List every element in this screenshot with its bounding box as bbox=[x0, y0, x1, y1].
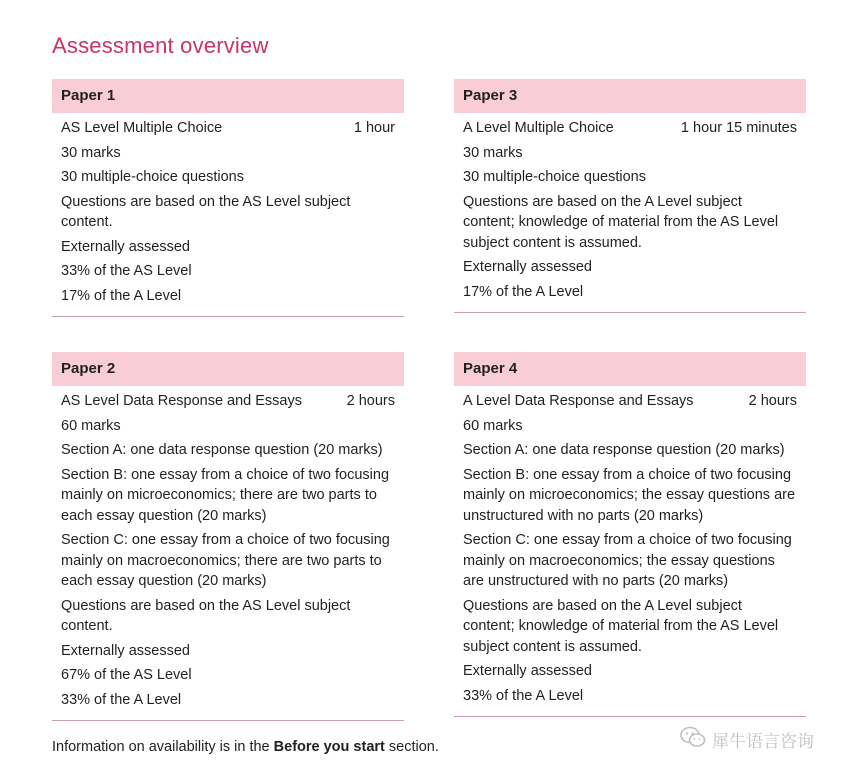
paper-detail: 33% of the A Level bbox=[61, 691, 182, 708]
wechat-icon bbox=[680, 726, 706, 753]
paper-heading: Paper 3 bbox=[454, 79, 806, 113]
paper-detail: 60 marks bbox=[463, 417, 523, 434]
paper-detail: Questions are based on the AS Level subject content. bbox=[61, 597, 351, 634]
paper-detail: 17% of the A Level bbox=[463, 283, 584, 300]
paper-detail: Questions are based on the A Level subject content; knowledge of material from the AS Level subject content is assumed. bbox=[463, 193, 779, 251]
paper-duration: 2 hours bbox=[748, 393, 797, 409]
paper-detail: Externally assessed bbox=[463, 663, 592, 679]
paper-detail: Questions are based on the A Level subject content; knowledge of material from the AS Level subject content is assumed. bbox=[463, 597, 779, 655]
paper-duration: 1 hour 15 minutes bbox=[680, 120, 797, 136]
paper-detail: Externally assessed bbox=[463, 259, 592, 275]
paper-heading: Paper 1 bbox=[52, 79, 404, 113]
paper-card bbox=[454, 352, 806, 717]
paper-detail: Section A: one data response question (20 marks) bbox=[61, 442, 383, 458]
paper-detail: Externally assessed bbox=[61, 642, 190, 659]
paper-card bbox=[52, 79, 404, 317]
paper-detail: Section A: one data response question (20 marks) bbox=[463, 442, 785, 458]
paper-detail: 30 multiple-choice questions bbox=[463, 169, 646, 185]
watermark-text: 犀牛语言咨询 bbox=[712, 732, 814, 751]
paper-detail: Section C: one essay from a choice of two focusing mainly on macroeconomics; there are two parts to each essay question (20 marks) bbox=[61, 532, 390, 589]
page-title: Assessment overview bbox=[52, 33, 269, 58]
paper-card bbox=[52, 352, 404, 721]
paper-subtitle: AS Level Data Response and Essays bbox=[61, 393, 302, 409]
paper-subtitle: A Level Multiple Choice bbox=[463, 120, 614, 136]
paper-heading: Paper 4 bbox=[454, 352, 806, 386]
before-you-start-reference: Before you start bbox=[273, 739, 385, 755]
availability-note bbox=[52, 739, 439, 755]
paper-heading: Paper 2 bbox=[52, 352, 404, 386]
watermark bbox=[680, 726, 814, 753]
paper-detail: 33% of the A Level bbox=[463, 687, 584, 704]
paper-card bbox=[454, 79, 806, 313]
paper-detail: Section B: one essay from a choice of two focusing mainly on microeconomics; the essay questions are unstructured with no parts (20 marks) bbox=[463, 466, 796, 524]
paper-detail: 60 marks bbox=[61, 417, 121, 434]
availability-note-suffix: section. bbox=[384, 739, 439, 755]
paper-detail: 67% of the AS Level bbox=[61, 667, 192, 683]
paper-detail: 30 marks bbox=[61, 144, 121, 161]
paper-detail: Section B: one essay from a choice of two focusing mainly on microeconomics; there are two parts to each essay question (20 marks) bbox=[61, 466, 390, 524]
paper-detail: 30 marks bbox=[463, 144, 523, 161]
paper-subtitle: A Level Data Response and Essays bbox=[463, 393, 694, 409]
paper-detail: 17% of the A Level bbox=[61, 287, 182, 304]
paper-detail: Section C: one essay from a choice of two focusing mainly on macroeconomics; the essay questions are unstructured with no parts (20 marks) bbox=[463, 532, 792, 589]
paper-detail: 33% of the AS Level bbox=[61, 263, 192, 279]
paper-detail: Questions are based on the AS Level subject content. bbox=[61, 193, 351, 230]
paper-detail: Externally assessed bbox=[61, 238, 190, 255]
paper-subtitle: AS Level Multiple Choice bbox=[61, 120, 223, 136]
paper-detail: 30 multiple-choice questions bbox=[61, 169, 244, 185]
paper-duration: 2 hours bbox=[346, 393, 395, 409]
paper-duration: 1 hour bbox=[353, 120, 395, 136]
availability-note-text: Information on availability is in the bbox=[52, 739, 274, 755]
